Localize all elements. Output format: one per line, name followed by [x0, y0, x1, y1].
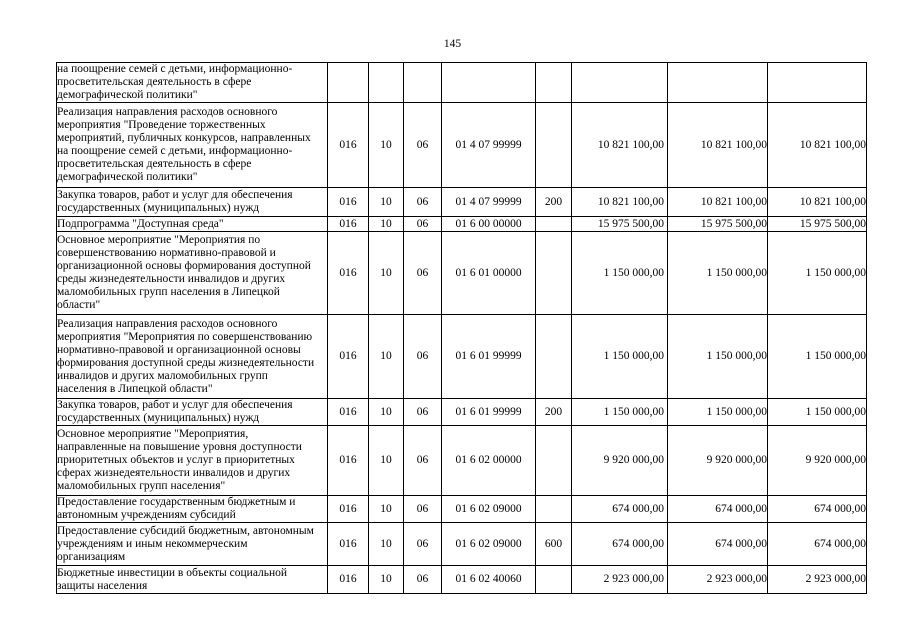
- amount-column-1-cell: 1 150 000,00: [572, 315, 668, 399]
- administrator-code-cell: 016: [328, 523, 369, 566]
- target-item-cell: 01 4 07 99999: [442, 103, 536, 188]
- expense-type-cell: [536, 315, 572, 399]
- expense-type-cell: [536, 566, 572, 594]
- section-cell: 10: [369, 496, 404, 523]
- target-item-cell: 01 6 00 00000: [442, 217, 536, 232]
- table-row: [57, 103, 867, 188]
- subsection-cell: 06: [404, 523, 442, 566]
- description-cell: Реализация направления расходов основного мероприятия "Проведение торжественных мероприятий, публичных конкурсов, направленных на поощрение семей с детьми, информационно- просветительская деятельность в сфере демографической политики": [57, 103, 328, 188]
- amount-column-3-cell: 15 975 500,00: [768, 217, 867, 232]
- subsection-cell: 06: [404, 103, 442, 188]
- section-cell: 10: [369, 566, 404, 594]
- description-cell: Предоставление субсидий бюджетным, автономным учреждениям и иным некоммерческим организациям: [57, 523, 328, 566]
- amount-column-2-cell: 10 821 100,00: [668, 188, 768, 217]
- target-item-cell: 01 6 01 99999: [442, 315, 536, 399]
- subsection-cell: 06: [404, 232, 442, 315]
- amount-column-3-cell: 9 920 000,00: [768, 426, 867, 496]
- section-cell: 10: [369, 426, 404, 496]
- description-cell: Бюджетные инвестиции в объекты социальной защиты населения: [57, 566, 328, 594]
- section-cell: [369, 63, 404, 103]
- amount-column-3-cell: 1 150 000,00: [768, 315, 867, 399]
- subsection-cell: [404, 63, 442, 103]
- amount-column-2-cell: 2 923 000,00: [668, 566, 768, 594]
- amount-column-1-cell: 1 150 000,00: [572, 399, 668, 426]
- administrator-code-cell: [328, 63, 369, 103]
- budget-table: [56, 62, 867, 594]
- amount-column-2-cell: 10 821 100,00: [668, 103, 768, 188]
- amount-column-1-cell: 674 000,00: [572, 523, 668, 566]
- table-row: [57, 315, 867, 399]
- target-item-cell: 01 6 01 99999: [442, 399, 536, 426]
- administrator-code-cell: 016: [328, 103, 369, 188]
- table-row: [57, 523, 867, 566]
- target-item-cell: 01 6 02 40060: [442, 566, 536, 594]
- target-item-cell: 01 4 07 99999: [442, 188, 536, 217]
- table-row: [57, 188, 867, 217]
- amount-column-1-cell: 10 821 100,00: [572, 103, 668, 188]
- subsection-cell: 06: [404, 217, 442, 232]
- amount-column-3-cell: 674 000,00: [768, 523, 867, 566]
- administrator-code-cell: 016: [328, 217, 369, 232]
- amount-column-2-cell: 1 150 000,00: [668, 399, 768, 426]
- description-cell: Основное мероприятие "Мероприятия по совершенствованию нормативно-правовой и организационной основы формирования доступной среды жизнедеятельности инвалидов и других маломобильных групп населения в Липецкой области": [57, 232, 328, 315]
- description-cell: Закупка товаров, работ и услуг для обеспечения государственных (муниципальных) нужд: [57, 399, 328, 426]
- description-cell: Реализация направления расходов основного мероприятия "Мероприятия по совершенствованию нормативно-правовой и организационной основы формирования доступной среды жизнедеятельности инвалидов и других маломобильных групп населения в Липецкой области": [57, 315, 328, 399]
- table-row: [57, 496, 867, 523]
- amount-column-3-cell: 1 150 000,00: [768, 399, 867, 426]
- amount-column-2-cell: 1 150 000,00: [668, 232, 768, 315]
- subsection-cell: 06: [404, 566, 442, 594]
- amount-column-3-cell: 2 923 000,00: [768, 566, 867, 594]
- table-row: [57, 217, 867, 232]
- administrator-code-cell: 016: [328, 315, 369, 399]
- amount-column-1-cell: 10 821 100,00: [572, 188, 668, 217]
- amount-column-3-cell: [768, 63, 867, 103]
- table-row: [57, 232, 867, 315]
- administrator-code-cell: 016: [328, 399, 369, 426]
- table-row: [57, 63, 867, 103]
- section-cell: 10: [369, 103, 404, 188]
- amount-column-2-cell: 674 000,00: [668, 523, 768, 566]
- target-item-cell: 01 6 02 09000: [442, 523, 536, 566]
- expense-type-cell: [536, 232, 572, 315]
- subsection-cell: 06: [404, 426, 442, 496]
- target-item-cell: 01 6 02 00000: [442, 426, 536, 496]
- subsection-cell: 06: [404, 399, 442, 426]
- table-row: [57, 426, 867, 496]
- table-row: [57, 566, 867, 594]
- expense-type-cell: [536, 426, 572, 496]
- section-cell: 10: [369, 217, 404, 232]
- page-number: 145: [443, 38, 462, 50]
- amount-column-1-cell: 15 975 500,00: [572, 217, 668, 232]
- expense-type-cell: [536, 103, 572, 188]
- expense-type-cell: [536, 63, 572, 103]
- administrator-code-cell: 016: [328, 426, 369, 496]
- subsection-cell: 06: [404, 188, 442, 217]
- table-row: [57, 399, 867, 426]
- administrator-code-cell: 016: [328, 566, 369, 594]
- amount-column-2-cell: 1 150 000,00: [668, 315, 768, 399]
- administrator-code-cell: 016: [328, 232, 369, 315]
- description-cell: Основное мероприятие "Мероприятия, направленные на повышение уровня доступности приоритетных объектов и услуг в приоритетных сферах жизнедеятельности инвалидов и других маломобильных групп населения": [57, 426, 328, 496]
- amount-column-1-cell: 2 923 000,00: [572, 566, 668, 594]
- target-item-cell: [442, 63, 536, 103]
- description-cell: на поощрение семей с детьми, информационно- просветительская деятельность в сфере демографической политики": [57, 63, 328, 103]
- section-cell: 10: [369, 399, 404, 426]
- administrator-code-cell: 016: [328, 496, 369, 523]
- expense-type-cell: 200: [536, 188, 572, 217]
- amount-column-1-cell: [572, 63, 668, 103]
- section-cell: 10: [369, 315, 404, 399]
- expense-type-cell: 600: [536, 523, 572, 566]
- section-cell: 10: [369, 188, 404, 217]
- section-cell: 10: [369, 232, 404, 315]
- target-item-cell: 01 6 02 09000: [442, 496, 536, 523]
- amount-column-2-cell: 9 920 000,00: [668, 426, 768, 496]
- description-cell: Подпрограмма "Доступная среда": [57, 217, 328, 232]
- amount-column-1-cell: 674 000,00: [572, 496, 668, 523]
- expense-type-cell: [536, 217, 572, 232]
- section-cell: 10: [369, 523, 404, 566]
- amount-column-3-cell: 10 821 100,00: [768, 103, 867, 188]
- description-cell: Предоставление государственным бюджетным и автономным учреждениям субсидий: [57, 496, 328, 523]
- expense-type-cell: [536, 496, 572, 523]
- administrator-code-cell: 016: [328, 188, 369, 217]
- amount-column-2-cell: 15 975 500,00: [668, 217, 768, 232]
- amount-column-3-cell: 10 821 100,00: [768, 188, 867, 217]
- amount-column-1-cell: 1 150 000,00: [572, 232, 668, 315]
- subsection-cell: 06: [404, 496, 442, 523]
- subsection-cell: 06: [404, 315, 442, 399]
- target-item-cell: 01 6 01 00000: [442, 232, 536, 315]
- amount-column-1-cell: 9 920 000,00: [572, 426, 668, 496]
- description-cell: Закупка товаров, работ и услуг для обеспечения государственных (муниципальных) нужд: [57, 188, 328, 217]
- amount-column-3-cell: 674 000,00: [768, 496, 867, 523]
- amount-column-2-cell: [668, 63, 768, 103]
- amount-column-3-cell: 1 150 000,00: [768, 232, 867, 315]
- amount-column-2-cell: 674 000,00: [668, 496, 768, 523]
- expense-type-cell: 200: [536, 399, 572, 426]
